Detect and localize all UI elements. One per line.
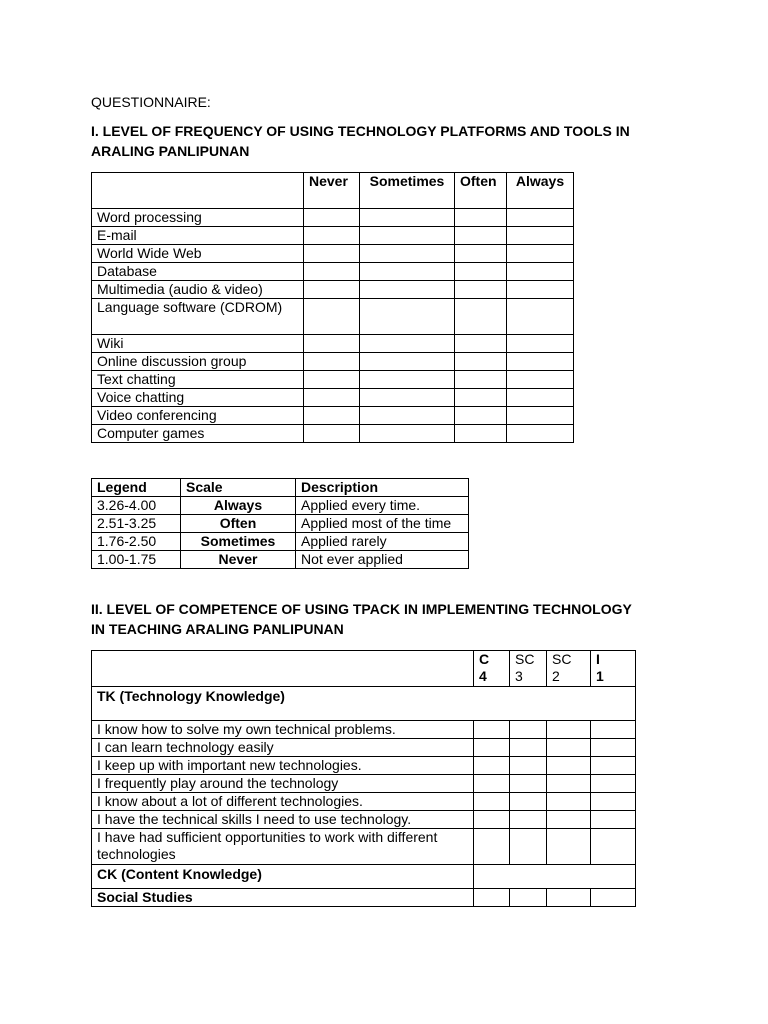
legend-table xyxy=(91,478,469,569)
frequency-row-label: Language software (CDROM) xyxy=(92,299,304,335)
competence-cell[interactable] xyxy=(474,721,510,739)
competence-cell[interactable] xyxy=(510,721,547,739)
legend-header-description: Description xyxy=(296,479,469,497)
competence-row-label: I know about a lot of different technologies. xyxy=(92,793,474,811)
frequency-cell[interactable] xyxy=(304,335,360,353)
frequency-cell[interactable] xyxy=(360,371,455,389)
frequency-cell[interactable] xyxy=(304,209,360,227)
frequency-cell[interactable] xyxy=(455,281,507,299)
frequency-row-label: Multimedia (audio & video) xyxy=(92,281,304,299)
competence-cell[interactable] xyxy=(510,793,547,811)
competence-cell[interactable] xyxy=(591,757,636,775)
table-row xyxy=(92,245,574,263)
legend-description: Not ever applied xyxy=(296,551,469,569)
competence-cell[interactable] xyxy=(474,811,510,829)
frequency-cell[interactable] xyxy=(455,407,507,425)
section2-heading-line2: IN TEACHING ARALING PANLIPUNAN xyxy=(91,621,344,637)
competence-cell[interactable] xyxy=(547,829,591,865)
frequency-cell[interactable] xyxy=(507,227,574,245)
competence-cell[interactable] xyxy=(591,739,636,757)
table-row xyxy=(92,371,574,389)
frequency-cell[interactable] xyxy=(360,389,455,407)
frequency-row-label: Online discussion group xyxy=(92,353,304,371)
table-row xyxy=(92,335,574,353)
frequency-cell[interactable] xyxy=(360,407,455,425)
legend-description: Applied most of the time xyxy=(296,515,469,533)
legend-scale: Sometimes xyxy=(181,533,296,551)
competence-cell[interactable] xyxy=(510,757,547,775)
table-row xyxy=(92,889,636,907)
legend-description: Applied rarely xyxy=(296,533,469,551)
ck-section-blank xyxy=(474,865,636,889)
frequency-cell[interactable] xyxy=(507,371,574,389)
frequency-cell[interactable] xyxy=(507,263,574,281)
competence-cell[interactable] xyxy=(510,829,547,865)
competence-header-c4: C 4 xyxy=(474,651,510,687)
competence-cell[interactable] xyxy=(591,889,636,907)
competence-cell[interactable] xyxy=(510,889,547,907)
competence-row-label: I know how to solve my own technical problems. xyxy=(92,721,474,739)
frequency-cell[interactable] xyxy=(304,389,360,407)
frequency-header-blank xyxy=(92,173,304,209)
frequency-row-label: Text chatting xyxy=(92,371,304,389)
frequency-cell[interactable] xyxy=(455,371,507,389)
competence-cell[interactable] xyxy=(547,889,591,907)
table-row xyxy=(92,425,574,443)
frequency-row-label: Video conferencing xyxy=(92,407,304,425)
competence-header-sc2: SC 2 xyxy=(547,651,591,687)
section1-heading-line2: ARALING PANLIPUNAN xyxy=(91,143,250,159)
table-row xyxy=(92,775,636,793)
table-row xyxy=(92,209,574,227)
competence-row-label: Social Studies xyxy=(92,889,474,907)
competence-row-label: I frequently play around the technology xyxy=(92,775,474,793)
competence-cell[interactable] xyxy=(591,721,636,739)
section2-heading xyxy=(91,599,691,639)
frequency-cell[interactable] xyxy=(455,299,507,335)
competence-cell[interactable] xyxy=(547,811,591,829)
competence-cell[interactable] xyxy=(510,811,547,829)
questionnaire-title: QUESTIONNAIRE: xyxy=(91,94,211,110)
frequency-cell[interactable] xyxy=(507,209,574,227)
frequency-cell[interactable] xyxy=(304,263,360,281)
table-row xyxy=(92,407,574,425)
competence-row-label: I have had sufficient opportunities to work with different technologies xyxy=(92,829,474,865)
competence-cell[interactable] xyxy=(591,829,636,865)
table-row xyxy=(92,829,636,865)
frequency-row-label: Computer games xyxy=(92,425,304,443)
competence-cell[interactable] xyxy=(547,775,591,793)
competence-cell[interactable] xyxy=(591,793,636,811)
frequency-cell[interactable] xyxy=(360,425,455,443)
table-row xyxy=(92,533,469,551)
frequency-header-always: Always xyxy=(507,173,574,209)
table-row xyxy=(92,551,469,569)
competence-cell[interactable] xyxy=(510,775,547,793)
table-row xyxy=(92,299,574,335)
frequency-cell[interactable] xyxy=(455,425,507,443)
frequency-cell[interactable] xyxy=(304,281,360,299)
frequency-row-label: Database xyxy=(92,263,304,281)
frequency-cell[interactable] xyxy=(507,407,574,425)
competence-header-i1: I 1 xyxy=(591,651,636,687)
frequency-cell[interactable] xyxy=(360,281,455,299)
table-row xyxy=(92,811,636,829)
frequency-header-sometimes: Sometimes xyxy=(360,173,455,209)
frequency-cell[interactable] xyxy=(360,299,455,335)
frequency-header-never: Never xyxy=(304,173,360,209)
table-row xyxy=(92,263,574,281)
frequency-cell[interactable] xyxy=(304,227,360,245)
competence-table xyxy=(91,650,636,907)
frequency-cell[interactable] xyxy=(360,209,455,227)
competence-header-blank xyxy=(92,651,474,687)
competence-cell[interactable] xyxy=(474,829,510,865)
legend-scale: Often xyxy=(181,515,296,533)
legend-range: 1.00-1.75 xyxy=(92,551,181,569)
section2-heading-line1: II. LEVEL OF COMPETENCE OF USING TPACK IN IMPLEMENTING TECHNOLOGY xyxy=(91,601,632,617)
frequency-cell[interactable] xyxy=(455,209,507,227)
table-row xyxy=(92,739,636,757)
frequency-cell[interactable] xyxy=(455,263,507,281)
frequency-cell[interactable] xyxy=(507,353,574,371)
competence-cell[interactable] xyxy=(547,721,591,739)
competence-cell[interactable] xyxy=(547,757,591,775)
competence-cell[interactable] xyxy=(474,889,510,907)
frequency-cell[interactable] xyxy=(304,407,360,425)
competence-row-label: I can learn technology easily xyxy=(92,739,474,757)
section1-heading xyxy=(91,121,691,161)
table-row xyxy=(92,389,574,407)
frequency-cell[interactable] xyxy=(507,335,574,353)
table-row xyxy=(92,793,636,811)
legend-description: Applied every time. xyxy=(296,497,469,515)
competence-header-sc3: SC 3 xyxy=(510,651,547,687)
frequency-cell[interactable] xyxy=(507,245,574,263)
frequency-header-often: Often xyxy=(455,173,507,209)
legend-header-scale: Scale xyxy=(181,479,296,497)
legend-header-legend: Legend xyxy=(92,479,181,497)
frequency-cell[interactable] xyxy=(304,425,360,443)
table-row xyxy=(92,353,574,371)
table-row xyxy=(92,721,636,739)
legend-scale: Always xyxy=(181,497,296,515)
frequency-cell[interactable] xyxy=(507,281,574,299)
frequency-cell[interactable] xyxy=(507,425,574,443)
competence-cell[interactable] xyxy=(474,775,510,793)
frequency-row-label: World Wide Web xyxy=(92,245,304,263)
tk-section-heading: TK (Technology Knowledge) xyxy=(92,687,636,721)
table-row xyxy=(92,757,636,775)
table-row xyxy=(92,515,469,533)
competence-cell[interactable] xyxy=(547,793,591,811)
table-row xyxy=(92,497,469,515)
frequency-cell[interactable] xyxy=(360,353,455,371)
competence-cell[interactable] xyxy=(591,775,636,793)
ck-section-heading: CK (Content Knowledge) xyxy=(92,865,474,889)
frequency-cell[interactable] xyxy=(304,299,360,335)
competence-row-label: I keep up with important new technologies. xyxy=(92,757,474,775)
frequency-cell[interactable] xyxy=(455,227,507,245)
frequency-cell[interactable] xyxy=(360,227,455,245)
legend-range: 2.51-3.25 xyxy=(92,515,181,533)
frequency-cell[interactable] xyxy=(304,245,360,263)
frequency-cell[interactable] xyxy=(455,245,507,263)
frequency-row-label: Word processing xyxy=(92,209,304,227)
competence-cell[interactable] xyxy=(474,757,510,775)
legend-range: 1.76-2.50 xyxy=(92,533,181,551)
competence-row-label: I have the technical skills I need to use technology. xyxy=(92,811,474,829)
section1-heading-line1: I. LEVEL OF FREQUENCY OF USING TECHNOLOGY PLATFORMS AND TOOLS IN xyxy=(91,123,630,139)
frequency-table xyxy=(91,172,574,443)
table-row xyxy=(92,281,574,299)
table-row xyxy=(92,227,574,245)
frequency-cell[interactable] xyxy=(360,245,455,263)
frequency-cell[interactable] xyxy=(455,389,507,407)
frequency-cell[interactable] xyxy=(507,389,574,407)
competence-cell[interactable] xyxy=(547,739,591,757)
competence-cell[interactable] xyxy=(474,793,510,811)
frequency-row-label: Voice chatting xyxy=(92,389,304,407)
legend-scale: Never xyxy=(181,551,296,569)
competence-cell[interactable] xyxy=(510,739,547,757)
frequency-cell[interactable] xyxy=(360,335,455,353)
competence-cell[interactable] xyxy=(591,811,636,829)
competence-cell[interactable] xyxy=(474,739,510,757)
frequency-cell[interactable] xyxy=(455,353,507,371)
frequency-cell[interactable] xyxy=(455,335,507,353)
frequency-row-label: E-mail xyxy=(92,227,304,245)
frequency-cell[interactable] xyxy=(304,353,360,371)
legend-range: 3.26-4.00 xyxy=(92,497,181,515)
frequency-row-label: Wiki xyxy=(92,335,304,353)
frequency-cell[interactable] xyxy=(360,263,455,281)
frequency-cell[interactable] xyxy=(304,371,360,389)
frequency-cell[interactable] xyxy=(507,299,574,335)
